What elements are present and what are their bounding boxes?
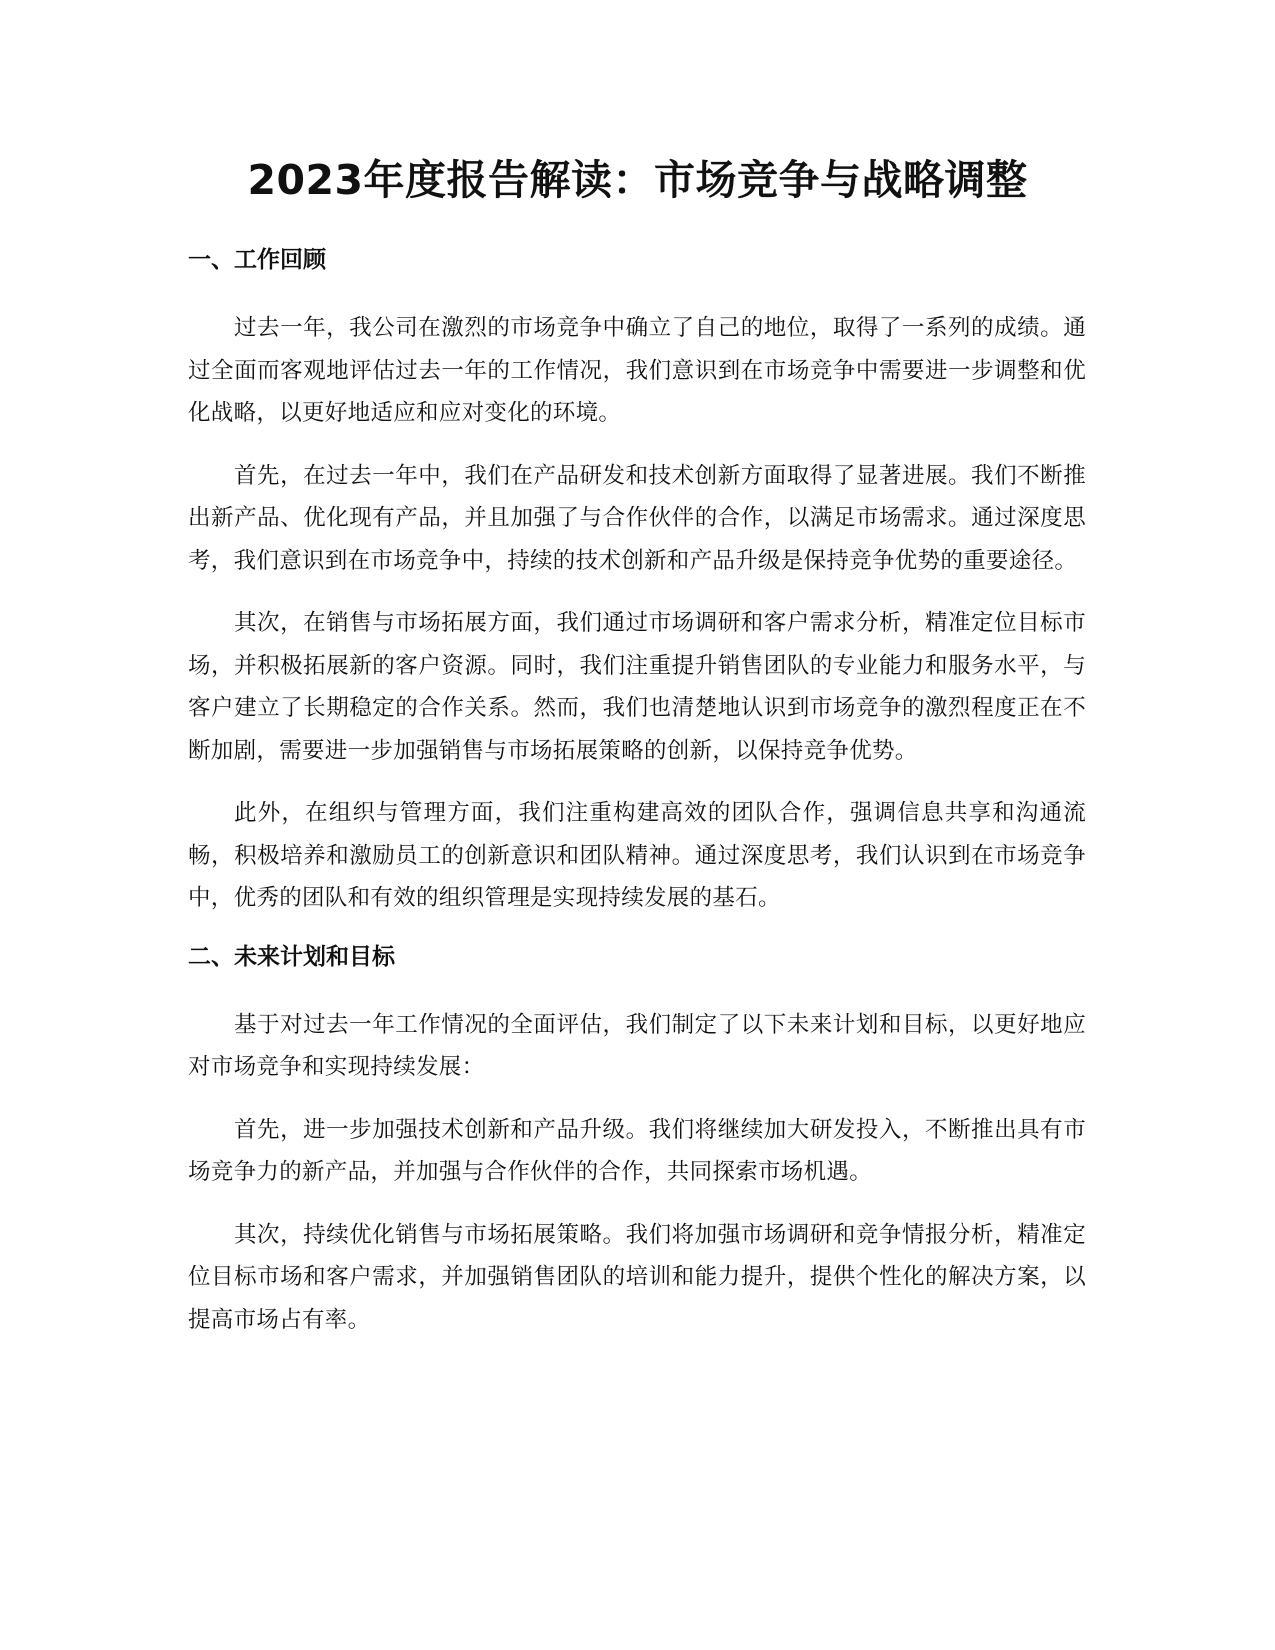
- paragraph: 过去一年，我公司在激烈的市场竞争中确立了自己的地位，取得了一系列的成绩。通过全面而客观地评估过去一年的工作情况，我们意识到在市场竞争中需要进一步调整和优化战略，以更好地适应和应对变化的环境。: [188, 315, 1086, 426]
- paragraph: 首先，在过去一年中，我们在产品研发和技术创新方面取得了显著进展。我们不断推出新产品、优化现有产品，并且加强了与合作伙伴的合作，以满足市场需求。通过深度思考，我们意识到在市场竞争中，持续的技术创新和产品升级是保持竞争优势的重要途径。: [188, 462, 1086, 574]
- paragraph: 基于对过去一年工作情况的全面评估，我们制定了以下未来计划和目标，以更好地应对市场竞争和实现持续发展：: [188, 1011, 1086, 1080]
- paragraph: 首先，进一步加强技术创新和产品升级。我们将继续加大研发投入，不断推出具有市场竞争力的新产品，并加强与合作伙伴的合作，共同探索市场机遇。: [188, 1116, 1086, 1185]
- paragraph: 其次，在销售与市场拓展方面，我们通过市场调研和客户需求分析，精准定位目标市场，并积极拓展新的客户资源。同时，我们注重提升销售团队的专业能力和服务水平，与客户建立了长期稳定的合作关系。然而，我们也清楚地认识到市场竞争的激烈程度正在不断加剧，需要进一步加强销售与市场拓展策略的创新，以保持竞争优势。: [188, 610, 1086, 764]
- page-title: 2023年度报告解读：市场竞争与战略调整: [247, 156, 1028, 204]
- document-body: [188, 243, 1086, 1361]
- paragraph: 其次，持续优化销售与市场拓展策略。我们将加强市场调研和竞争情报分析，精准定位目标市场和客户需求，并加强销售团队的培训和能力提升，提供个性化的解决方案，以提高市场占有率。: [188, 1221, 1086, 1333]
- section-heading-plans: 二、未来计划和目标: [188, 943, 395, 970]
- paragraph: 此外，在组织与管理方面，我们注重构建高效的团队合作，强调信息共享和沟通流畅，积极培养和激励员工的创新意识和团队精神。通过深度思考，我们认识到在市场竞争中，优秀的团队和有效的组织管理是实现持续发展的基石。: [188, 800, 1086, 911]
- section-heading-review: 一、工作回顾: [188, 247, 326, 273]
